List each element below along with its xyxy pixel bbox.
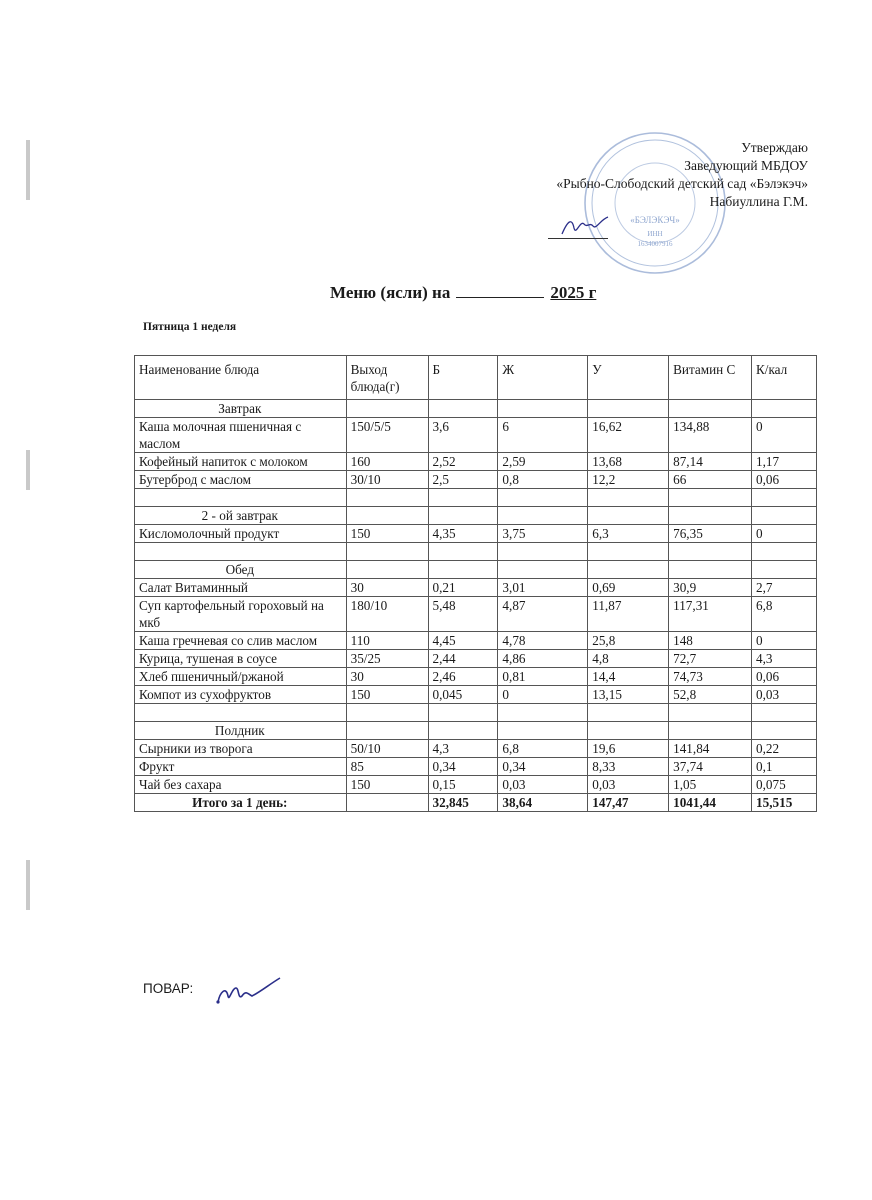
header-vitamin-c: Витамин С [669,356,752,400]
empty-cell [669,400,752,418]
carbs: 13,15 [588,686,669,704]
vitamin-c: 1,05 [669,776,752,794]
kcal: 0 [752,632,817,650]
empty-cell [428,507,498,525]
vitamin-c: 117,31 [669,597,752,632]
dish-yield: 85 [346,758,428,776]
carbs: 0,69 [588,579,669,597]
fat: 4,86 [498,650,588,668]
kcal: 0 [752,418,817,453]
empty-cell [346,543,428,561]
table-row [135,632,817,650]
dish-yield: 150 [346,776,428,794]
kcal: 4,3 [752,650,817,668]
carbs: 4,8 [588,650,669,668]
date-blank [456,297,544,298]
spacer-row [135,543,817,561]
fat: 4,87 [498,597,588,632]
header-kcal: К/кал [752,356,817,400]
fat: 2,59 [498,453,588,471]
approval-position: Заведующий МБДОУ [684,158,808,173]
empty-cell [135,543,347,561]
table-row [135,686,817,704]
carbs: 13,68 [588,453,669,471]
carbs: 0,03 [588,776,669,794]
vitamin-c: 52,8 [669,686,752,704]
kcal: 6,8 [752,597,817,632]
empty-cell [498,722,588,740]
section-row [135,400,817,418]
table-row [135,471,817,489]
empty-cell [428,561,498,579]
section-title: Завтрак [135,400,347,418]
fat: 3,75 [498,525,588,543]
dish-yield: 30/10 [346,471,428,489]
kcal: 0,1 [752,758,817,776]
empty-cell [669,722,752,740]
dish-yield: 50/10 [346,740,428,758]
table-row [135,597,817,632]
empty-cell [135,489,347,507]
day-subtitle: Пятница 1 неделя [143,321,237,333]
empty-cell [428,543,498,561]
empty-cell [752,507,817,525]
dish-yield: 150/5/5 [346,418,428,453]
empty-cell [346,722,428,740]
kcal: 2,7 [752,579,817,597]
vitamin-c: 141,84 [669,740,752,758]
carbs: 25,8 [588,632,669,650]
empty-cell [588,543,669,561]
section-row [135,507,817,525]
dish-name: Курица, тушеная в соусе [135,650,347,668]
empty-cell [498,543,588,561]
header-dish-name: Наименование блюда [135,356,347,400]
dish-yield: 150 [346,686,428,704]
kcal: 1,17 [752,453,817,471]
table-row [135,525,817,543]
dish-name: Чай без сахара [135,776,347,794]
kcal: 0,06 [752,668,817,686]
kcal: 0,03 [752,686,817,704]
vitamin-c: 76,35 [669,525,752,543]
kcal: 0,06 [752,471,817,489]
dish-name: Каша молочная пшеничная с маслом [135,418,347,453]
spacer-row [135,704,817,722]
empty-cell [669,489,752,507]
empty-cell [752,543,817,561]
carbs: 16,62 [588,418,669,453]
dish-yield: 180/10 [346,597,428,632]
dish-name: Сырники из творога [135,740,347,758]
empty-cell [428,400,498,418]
empty-cell [346,561,428,579]
header-carbs: У [588,356,669,400]
dish-name: Компот из сухофруктов [135,686,347,704]
empty-cell [752,400,817,418]
section-title: Обед [135,561,347,579]
protein: 2,44 [428,650,498,668]
vitamin-c: 66 [669,471,752,489]
table-row [135,740,817,758]
approval-block [556,139,808,211]
stamp-inn-label: ИНН [647,230,663,238]
title-prefix: Меню (ясли) на [330,283,451,302]
empty-cell [135,704,347,722]
vitamin-c: 87,14 [669,453,752,471]
header-yield: Выход блюда(г) [346,356,428,400]
total-dish-name: Итого за 1 день: [135,794,347,812]
spacer-row [135,489,817,507]
dish-yield: 150 [346,525,428,543]
stamp-name: «БЭЛЭКЭЧ» [630,215,680,225]
section-title: 2 - ой завтрак [135,507,347,525]
section-title: Полдник [135,722,347,740]
dish-yield: 30 [346,579,428,597]
table-row [135,650,817,668]
kcal: 0 [752,525,817,543]
vitamin-c: 37,74 [669,758,752,776]
empty-cell [588,489,669,507]
protein: 0,34 [428,758,498,776]
empty-cell [752,722,817,740]
scan-edge-mark [26,140,30,200]
dish-name: Бутерброд с маслом [135,471,347,489]
empty-cell [498,561,588,579]
vitamin-c: 30,9 [669,579,752,597]
total-vitamin-c: 1041,44 [669,794,752,812]
fat: 0,8 [498,471,588,489]
scan-edge-mark [26,860,30,910]
dish-yield: 35/25 [346,650,428,668]
vitamin-c: 72,7 [669,650,752,668]
approval-name: Набиуллина Г.М. [709,194,808,209]
total-dish-yield [346,794,428,812]
empty-cell [428,722,498,740]
protein: 2,46 [428,668,498,686]
empty-cell [669,704,752,722]
empty-cell [346,400,428,418]
total-row [135,794,817,812]
dish-name: Кисломолочный продукт [135,525,347,543]
protein: 5,48 [428,597,498,632]
table-row [135,418,817,453]
empty-cell [588,507,669,525]
signature-line [548,238,608,239]
protein: 0,045 [428,686,498,704]
protein: 2,5 [428,471,498,489]
table-row [135,453,817,471]
fat: 0,81 [498,668,588,686]
empty-cell [346,507,428,525]
empty-cell [669,561,752,579]
director-signature [560,214,610,238]
protein: 3,6 [428,418,498,453]
table-row [135,758,817,776]
fat: 6 [498,418,588,453]
table-row [135,668,817,686]
dish-yield: 30 [346,668,428,686]
empty-cell [498,400,588,418]
scan-edge-mark [26,450,30,490]
table-row [135,776,817,794]
vitamin-c: 148 [669,632,752,650]
protein: 4,45 [428,632,498,650]
fat: 4,78 [498,632,588,650]
empty-cell [498,507,588,525]
page-title [330,283,596,303]
kcal: 0,22 [752,740,817,758]
fat: 0 [498,686,588,704]
carbs: 6,3 [588,525,669,543]
empty-cell [428,489,498,507]
fat: 6,8 [498,740,588,758]
dish-name: Кофейный напиток с молоком [135,453,347,471]
protein: 4,3 [428,740,498,758]
kcal: 0,075 [752,776,817,794]
protein: 0,15 [428,776,498,794]
cook-label: ПОВАР: [143,981,194,996]
vitamin-c: 74,73 [669,668,752,686]
protein: 0,21 [428,579,498,597]
empty-cell [588,704,669,722]
empty-cell [752,704,817,722]
empty-cell [669,507,752,525]
approval-organization: «Рыбно-Слободский детский сад «Бэлэкэч» [556,176,808,191]
fat: 0,03 [498,776,588,794]
menu-table [134,355,817,812]
title-year: 2025 г [550,283,597,302]
empty-cell [498,489,588,507]
dish-yield: 110 [346,632,428,650]
header-protein: Б [428,356,498,400]
table-row [135,579,817,597]
cook-signature [214,972,282,1008]
total-fat: 38,64 [498,794,588,812]
stamp-inn: 1634007916 [637,240,673,248]
empty-cell [346,489,428,507]
header-fat: Ж [498,356,588,400]
dish-name: Каша гречневая со слив маслом [135,632,347,650]
dish-name: Фрукт [135,758,347,776]
empty-cell [588,722,669,740]
total-kcal: 15,515 [752,794,817,812]
protein: 2,52 [428,453,498,471]
empty-cell [588,561,669,579]
fat: 0,34 [498,758,588,776]
dish-name: Хлеб пшеничный/ржаной [135,668,347,686]
carbs: 19,6 [588,740,669,758]
carbs: 14,4 [588,668,669,686]
empty-cell [669,543,752,561]
vitamin-c: 134,88 [669,418,752,453]
empty-cell [428,704,498,722]
section-row [135,722,817,740]
dish-name: Суп картофельный гороховый на мкб [135,597,347,632]
protein: 4,35 [428,525,498,543]
dish-yield: 160 [346,453,428,471]
carbs: 12,2 [588,471,669,489]
dish-name: Салат Витаминный [135,579,347,597]
total-carbs: 147,47 [588,794,669,812]
table-header-row [135,356,817,400]
empty-cell [752,561,817,579]
empty-cell [346,704,428,722]
empty-cell [752,489,817,507]
carbs: 11,87 [588,597,669,632]
total-protein: 32,845 [428,794,498,812]
section-row [135,561,817,579]
carbs: 8,33 [588,758,669,776]
approval-approve: Утверждаю [741,140,808,155]
empty-cell [588,400,669,418]
fat: 3,01 [498,579,588,597]
empty-cell [498,704,588,722]
